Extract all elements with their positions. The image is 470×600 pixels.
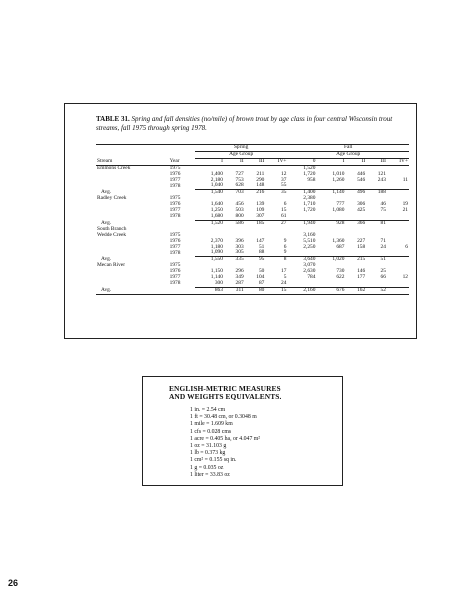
conversion-item: 1 g = 0.035 oz [190,464,224,471]
year-cell: 1978 [169,182,181,189]
spring-value: 300 [214,279,223,286]
fall-header: Fall [287,145,409,151]
spring-value: 24 [281,279,287,286]
spring-value: 148 [256,182,265,189]
spring-value: 1,040 [210,182,223,189]
fall-value: 1,710 [303,201,316,208]
fall-value: 446 [357,170,366,177]
avg-fall-value: 1,140 [316,190,345,196]
fall-value: 121 [377,170,386,177]
fall-value: 227 [357,237,366,244]
col-fall-0: 0 [287,158,316,165]
stream-name-cell: Emmons Creek [97,164,131,171]
col-spring-2: III [245,158,266,165]
fall-value: 25 [380,268,386,275]
avg-fall-value: 52 [366,287,387,294]
table-31-box [64,103,417,339]
spring-value: 50 [258,268,265,275]
avg-label: Avg. [101,189,112,196]
avg-spring-value: 311 [224,287,245,294]
avg-fall-value: 3,640 [287,257,316,263]
rule-cell [96,294,409,295]
spring-value: 17 [281,268,287,275]
avg-spring-value: 586 [224,220,245,226]
table-bottom-rule [96,294,409,295]
spring-value: 211 [256,170,265,177]
fall-value: 687 [336,243,345,250]
fall-value: 158 [357,243,366,250]
year-cell: 1976 [169,170,181,177]
avg-spring-value: 1,540 [195,190,224,196]
year-cell: 1977 [169,207,181,214]
fall-age-group-header: Age Group [287,151,409,158]
spring-value: 51 [258,243,265,250]
spring-value: 147 [256,237,265,244]
avg-fall-value: 1,020 [316,257,345,263]
avg-spring-value: 863 [195,287,224,294]
conversion-item: 1 acre = 0.405 ha, or 4.047 m² [190,435,261,442]
spring-value: 6 [283,243,287,250]
fall-value: 71 [380,237,386,244]
avg-spring-value: 1,550 [195,257,224,263]
conversion-title-line2: AND WEIGHTS EQUIVALENTS. [169,392,282,402]
spring-value: 61 [281,212,287,219]
fall-value: 66 [380,274,386,281]
year-cell: 1976 [169,201,181,208]
average-row [96,287,409,294]
year-cell: 1978 [169,280,181,287]
col-spring-0: I [195,158,224,165]
fall-value: 19 [402,201,408,208]
fall-value: 1,010 [332,170,345,177]
avg-label: Avg. [101,219,112,226]
fall-value: 730 [336,268,345,275]
year-cell: 1975 [169,164,181,171]
col-year: Year [169,158,195,165]
spring-value: 349 [235,274,244,281]
avg-spring-value: 703 [224,190,245,196]
spring-value: 296 [235,268,244,275]
year-cell: 1977 [169,243,181,250]
stream-name-cell: Wedde Creek [97,231,127,238]
spring-value: 307 [256,212,265,219]
spring-value: 503 [235,207,244,214]
stream-name-cell: Mecan River [97,262,125,269]
avg-fall-value [387,287,409,294]
stream-name: South Branch [97,225,127,232]
col-fall-1: I [316,158,345,165]
avg-fall-value: 51 [366,257,387,263]
avg-fall-value: 496 [345,190,366,196]
avg-fall-value: 366 [345,220,366,226]
avg-spacer [169,287,195,294]
fall-value: 46 [380,201,386,208]
col-spring-1: II [224,158,245,165]
avg-label: Avg. [101,286,112,293]
fall-value: 2,380 [303,195,316,202]
fall-value: 243 [377,176,386,183]
fall-value: 306 [357,201,366,208]
fall-value: 146 [357,268,366,275]
conversion-item: 1 cm² = 0.155 sq in. [190,457,237,464]
avg-spring-value: 1,520 [195,220,224,226]
fall-value: 1,260 [332,176,345,183]
spring-value: 87 [258,279,265,286]
fall-value: 6 [405,243,408,250]
avg-fall-value: 928 [316,220,345,226]
spring-value: 5 [283,274,287,281]
page-number: 26 [8,578,19,588]
col-fall-4: IV+ [387,158,409,165]
fall-value: 177 [357,274,366,281]
fall-value: 3,160 [303,231,316,238]
conversion-title-line1: ENGLISH-METRIC MEASURES [169,384,281,393]
year-cell: 1977 [169,176,181,183]
avg-fall-value: 188 [366,190,387,196]
col-fall-2: II [345,158,366,165]
spring-value: 104 [256,274,265,281]
fall-value: 75 [380,207,386,214]
spring-value: 2,180 [210,176,223,183]
spring-age-group-header: Age Group [195,151,288,158]
spring-value: 1,140 [210,274,223,281]
spring-value: 287 [235,279,244,286]
avg-spring-value: 335 [224,257,245,263]
col-stream: Stream [96,158,169,165]
fall-value: 546 [357,176,366,183]
avg-fall-value: 1,400 [287,190,316,196]
spring-value: 1,250 [210,207,223,214]
fall-value: 3,070 [303,262,316,269]
fall-value: 784 [307,274,316,281]
fall-value: 11 [402,176,408,183]
spring-value: 305 [235,249,244,256]
col-spring-3: IV+ [265,158,287,165]
avg-spring-value: 95 [245,257,266,263]
conversion-box [142,376,343,486]
spring-value: 1,090 [210,249,223,256]
trout-density-table [96,144,409,295]
avg-fall-value: 1,940 [287,220,316,226]
conversion-item: 1 lb = 0.373 kg [190,450,226,457]
year-cell: 1976 [169,237,181,244]
fall-value: 1,360 [332,237,345,244]
year-cell: 1976 [169,268,181,275]
spring-header: Spring [195,145,288,151]
fall-value: 21 [402,207,408,214]
avg-spring-value: 27 [265,220,287,226]
year-cell: 1975 [169,195,181,202]
avg-spring-value: 185 [245,220,266,226]
table-caption-label: TABLE 31. [96,115,130,123]
avg-spring-value: 80 [245,287,266,294]
conversion-title [169,385,339,402]
spring-value: 1,680 [210,212,223,219]
spring-value: 1,400 [210,170,223,177]
conversion-item: 1 mile = 1.609 km [190,421,233,428]
fall-value: 2,250 [303,243,316,250]
spring-value: 2,370 [210,237,223,244]
spring-value: 727 [235,170,244,177]
avg-spring-value: 216 [245,190,266,196]
avg-spring-value: 35 [265,190,287,196]
table-caption [96,115,396,132]
year-cell: 1978 [169,249,181,256]
spring-value: 456 [235,201,244,208]
fall-value: 12 [402,274,408,281]
avg-fall-value: 2,160 [287,287,316,294]
avg-fall-value: 215 [345,257,366,263]
avg-label: Avg. [101,256,112,263]
conversion-item: 1 liter = 33.83 oz [190,471,230,478]
spring-value: 37 [281,176,287,183]
year-cell: 1975 [169,262,181,269]
spring-value: 396 [235,237,244,244]
conversion-list [190,407,260,479]
conversion-item: 1 cfs = 0.028 cms [190,428,232,435]
spring-value: 55 [281,182,287,189]
fall-value: 5,510 [303,237,316,244]
spring-value: 1,150 [210,268,223,275]
spring-value: 109 [256,207,265,214]
fall-value: 958 [307,176,316,183]
fall-value: 622 [336,274,345,281]
fall-value: 1,720 [303,207,316,214]
stream-name-cell: Radley Creek [97,195,127,202]
fall-value: 1,520 [303,164,316,171]
year-cell: 1978 [169,213,181,220]
fall-value: 1,080 [332,207,345,214]
spring-value: 12 [281,170,287,177]
spring-value: 139 [256,201,265,208]
spring-value: 303 [235,243,244,250]
conversion-item: 1 oz = 31.103 g [190,443,227,450]
spring-value: 6 [283,201,287,208]
spring-value: 9 [283,249,287,256]
fall-value: 2,630 [303,268,316,275]
spring-value: 800 [235,212,244,219]
year-cell: 1975 [169,231,181,238]
conversion-item: 1 in. = 2.54 cm [190,407,226,413]
spring-value: 15 [281,207,287,214]
spring-value: 628 [235,182,244,189]
spring-value: 9 [283,237,287,244]
spring-value: 753 [235,176,244,183]
avg-fall-value: 676 [316,287,345,294]
fall-value: 425 [357,207,366,214]
year-cell: 1977 [169,274,181,281]
avg-fall-value: 162 [345,287,366,294]
fall-value: 24 [380,243,386,250]
spring-value: 1,180 [210,243,223,250]
fall-value: 1,720 [303,170,316,177]
avg-spring-value: 15 [265,287,287,294]
spring-value: 88 [258,249,265,256]
spring-value: 290 [256,176,265,183]
avg-fall-value: 81 [366,220,387,226]
spring-value: 1,640 [210,201,223,208]
avg-spring-value: 8 [265,257,287,263]
col-fall-3: III [366,158,387,165]
table-caption-text: Spring and fall densities (no/mile) of brown trout by age class in four central Wisconsin trout streams, fall 1975 through spring 1978. [96,115,393,132]
conversion-item: 1 ft = 30.48 cm, or 0.3048 m [190,414,257,421]
fall-value: 777 [336,201,345,208]
